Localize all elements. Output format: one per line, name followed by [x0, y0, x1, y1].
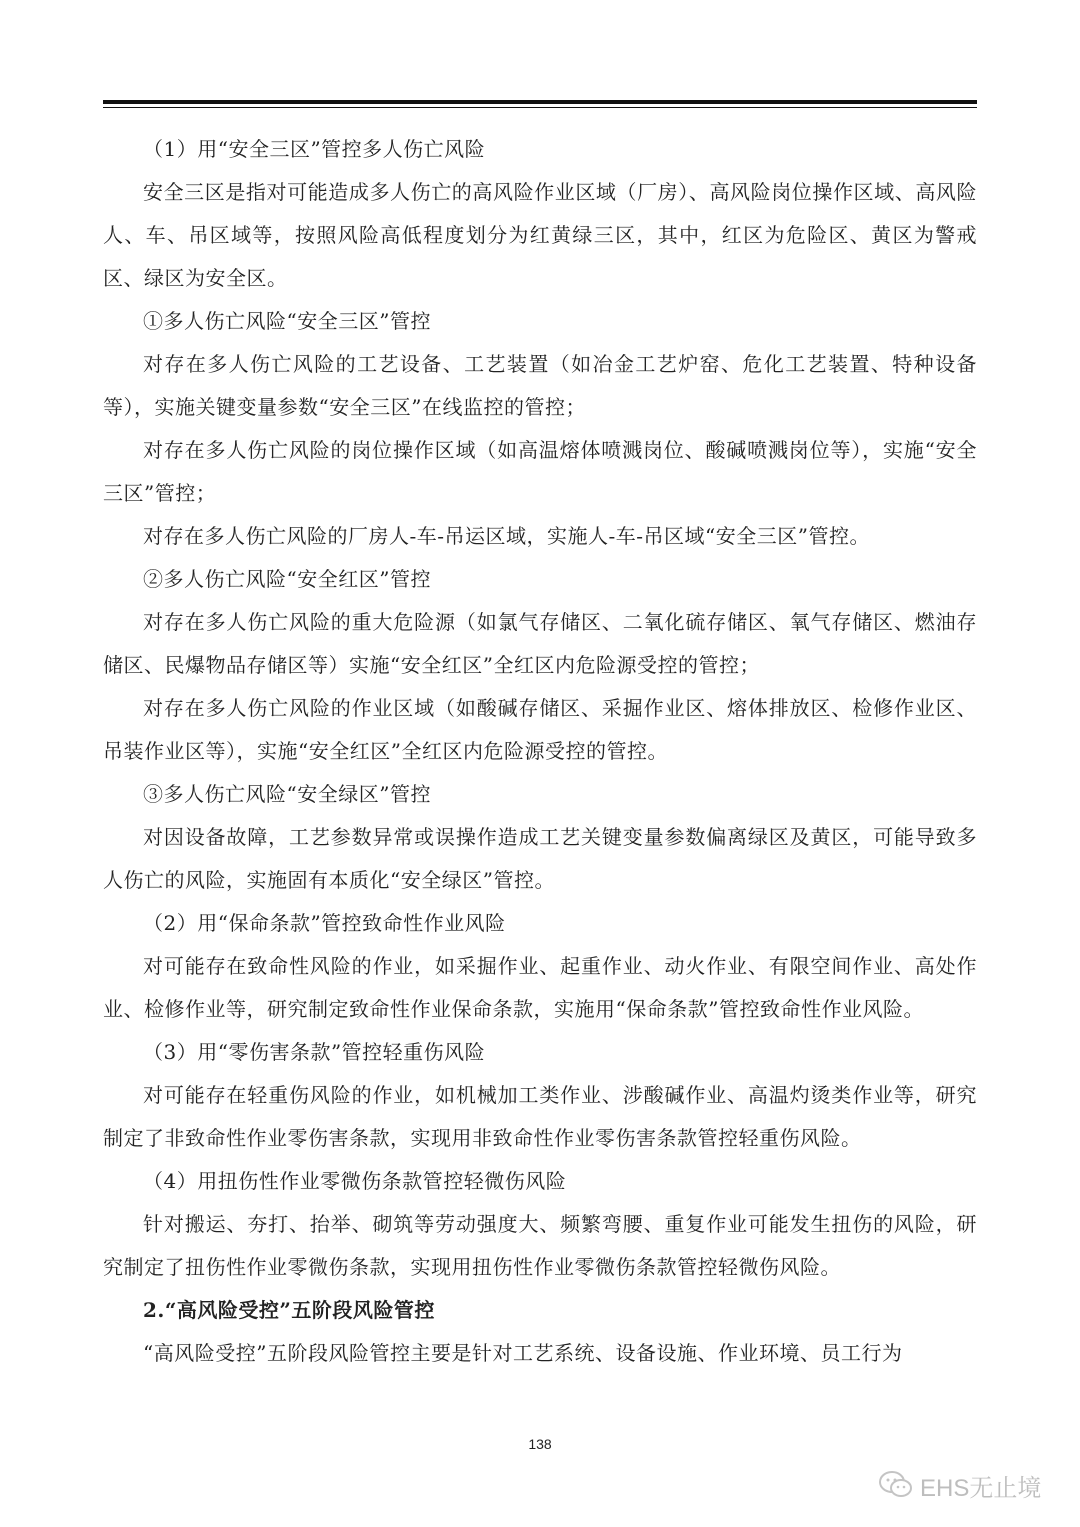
- heading-safety-three-zones: （1）用“安全三区”管控多人伤亡风险: [143, 137, 486, 161]
- page-number: 138: [528, 1436, 552, 1452]
- subheading: ③多人伤亡风险“安全绿区”管控: [143, 782, 431, 806]
- wechat-icon: [878, 1470, 914, 1500]
- paragraph: 针对搬运、夯打、抬举、砌筑等劳动强度大、频繁弯腰、重复作业可能发生扭伤的风险，研究制定了扭伤性作业零微伤条款，实现用扭伤性作业零微伤条款管控轻微伤风险。: [103, 1212, 977, 1279]
- page-body: [103, 128, 977, 1375]
- heading-life-saving-clauses: （2）用“保命条款”管控致命性作业风险: [143, 911, 506, 935]
- paragraph: 对因设备故障，工艺参数异常或误操作造成工艺关键变量参数偏离绿区及黄区，可能导致多人伤亡的风险，实施固有本质化“安全绿区”管控。: [103, 825, 977, 892]
- watermark-text: EHS无止境: [920, 1474, 1042, 1502]
- header-rule-thick: [103, 100, 977, 104]
- watermark: [878, 1465, 1041, 1505]
- paragraph: 对存在多人伤亡风险的作业区域（如酸碱存储区、采掘作业区、熔体排放区、检修作业区、吊装作业区等），实施“安全红区”全红区内危险源受控的管控。: [103, 696, 977, 763]
- paragraph: 对存在多人伤亡风险的重大危险源（如氯气存储区、二氧化硫存储区、氧气存储区、燃油存储区、民爆物品存储区等）实施“安全红区”全红区内危险源受控的管控；: [103, 610, 977, 677]
- subheading: ①多人伤亡风险“安全三区”管控: [143, 309, 431, 333]
- heading-zero-injury-clauses: （3）用“零伤害条款”管控轻重伤风险: [143, 1040, 486, 1064]
- paragraph: “高风险受控”五阶段风险管控主要是针对工艺系统、设备设施、作业环境、员工行为: [143, 1341, 903, 1365]
- paragraph: 对可能存在轻重伤风险的作业，如机械加工类作业、涉酸碱作业、高温灼烫类作业等，研究制定了非致命性作业零伤害条款，实现用非致命性作业零伤害条款管控轻重伤风险。: [103, 1083, 977, 1150]
- paragraph: 对存在多人伤亡风险的厂房人-车-吊运区域，实施人-车-吊区域“安全三区”管控。: [143, 524, 870, 548]
- heading-sprain-clauses: （4）用扭伤性作业零微伤条款管控轻微伤风险: [143, 1169, 567, 1193]
- paragraph: 对存在多人伤亡风险的岗位操作区域（如高温熔体喷溅岗位、酸碱喷溅岗位等），实施“安全三区”管控；: [103, 438, 977, 505]
- section-heading: 2.“高风险受控”五阶段风险管控: [143, 1298, 435, 1322]
- subheading: ②多人伤亡风险“安全红区”管控: [143, 567, 431, 591]
- paragraph: 安全三区是指对可能造成多人伤亡的高风险作业区域（厂房）、高风险岗位操作区域、高风险人、车、吊区域等，按照风险高低程度划分为红黄绿三区，其中，红区为危险区、黄区为警戒区、绿区为安全区。: [103, 180, 977, 290]
- header-rule-thin: [103, 107, 977, 108]
- paragraph: 对存在多人伤亡风险的工艺设备、工艺装置（如冶金工艺炉窑、危化工艺装置、特种设备等），实施关键变量参数“安全三区”在线监控的管控；: [103, 352, 977, 419]
- paragraph: 对可能存在致命性风险的作业，如采掘作业、起重作业、动火作业、有限空间作业、高处作业、检修作业等，研究制定致命性作业保命条款，实施用“保命条款”管控致命性作业风险。: [103, 954, 977, 1021]
